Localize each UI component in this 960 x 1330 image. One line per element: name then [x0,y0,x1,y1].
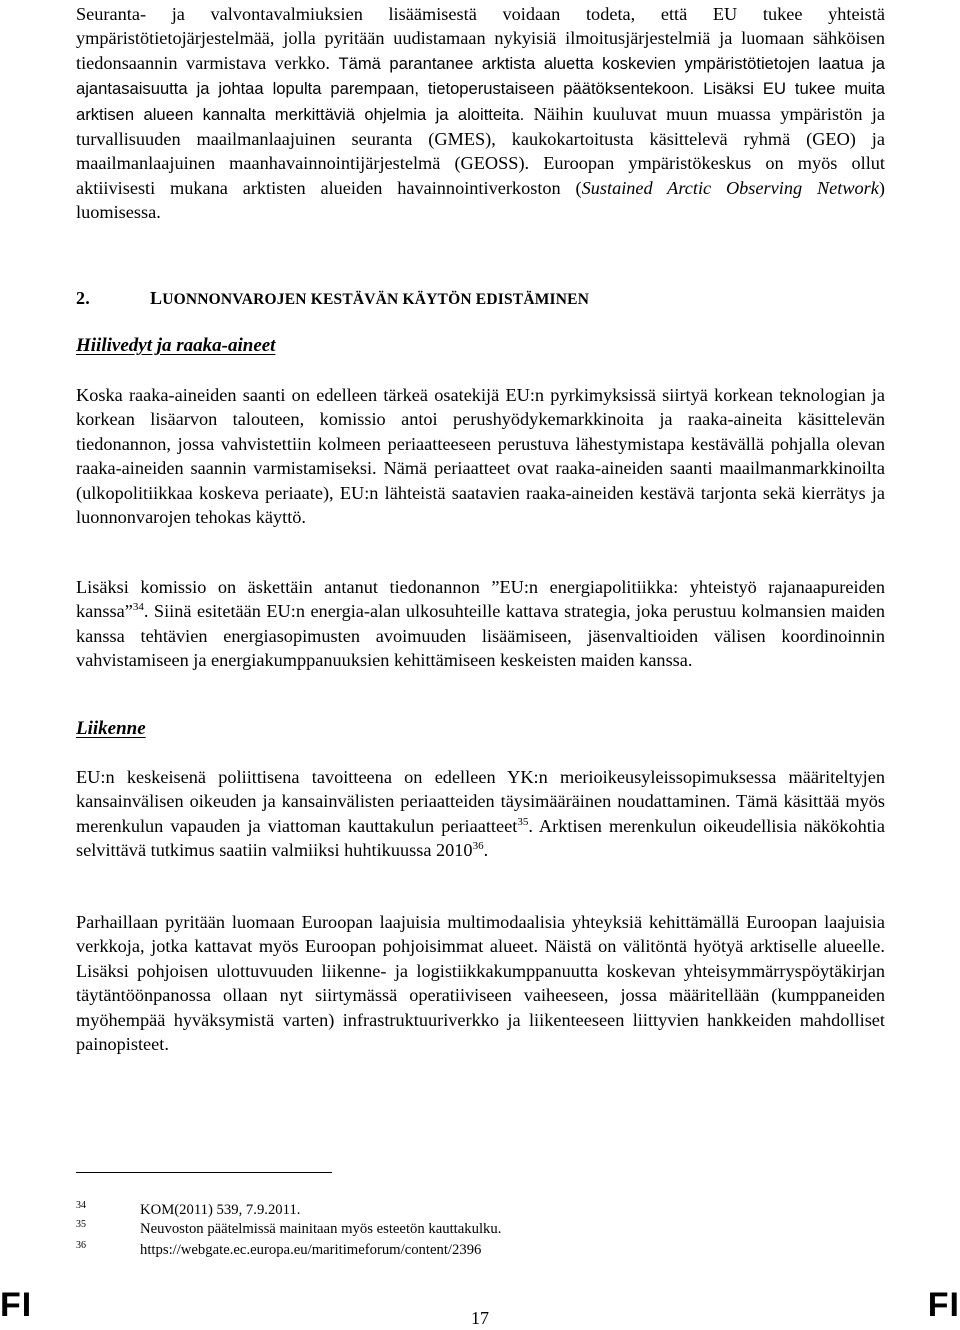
energy-block [76,575,885,673]
section-title-rest: UONNONVAROJEN KESTÄVÄN KÄYTÖN EDISTÄMINEN [162,291,590,308]
page-number: 17 [471,1308,489,1328]
paragraph-text: Tämä parantanee arktista aluetta koskevien ympäristötietojen laatua ja ajantasaisuutta ja johtaa lopulta parempaan, tietoperustaiseen päätöksentekoon. Lisäksi EU tukee muita arktisen alueen kannalta merkittäviä ohjelmia ja aloitteita. [76,53,886,124]
language-code-left: FI [0,1286,33,1324]
paragraph-text: . Arktisen merenkulun oikeudellisia näkökohtia selvittävä tutkimus saatiin valmiiksi huhtikuussa 2010 [76,815,885,861]
paragraph-energy [76,575,885,673]
paragraph-networks: Parhaillaan pyritään luomaan Euroopan laajuisia multimodaalisia yhteyksiä kehittämällä Euroopan laajuisia verkkoja, jotka kattavat myös Euroopan pohjoisimmat alueet. Näistä on välitöntä hyötyä arktiselle alueelle. Lisäksi pohjoisen ulottuvuuden liikenne- ja logistiikkakumppanuutta koskevan yhteisymmärryspöytäkirjan täytäntöönpanossa ollaan nyt siirtymässä operatiiviseen vaiheeseen, jossa määritellään (kumppaneiden myöhempää hyväksymistä varten) infrastruktuuriverkko ja liikenteeseen liittyvien hankkeiden mahdolliset painopisteet. [76,912,885,1055]
paragraph-raw-materials: Koska raaka-aineiden saanti on edelleen tärkeä osatekijä EU:n pyrkimyksissä siirtyä korkean teknologian ja korkean lisäarvon talouteen, komissio antoi perushyödykemarkkinoita ja raaka-aineita käsittelevän tiedonannon, jossa vahvistettiin kolmeen periaatteeseen perustuva lähestymistapa kestävällä pohjalla olevan raaka-aineiden saannin varmistamiseksi. Nämä periaatteet ovat raaka-aineiden saanti maailmanmarkkinoilta (ulkopolitiikkaa koskeva periaate), EU:n lähteistä saatavien raaka-aineiden kestävä tarjonta sekä kierrätys ja luonnonvarojen tehokas käyttö. [76,385,885,528]
paragraph-text: Lisäksi komissio on äskettäin antanut tiedonannon ”EU:n energiapolitiikka: yhteistyö rajanaapureiden kanssa” [76,577,885,622]
section-heading [76,288,589,309]
raw-materials-block [76,383,885,529]
footnote-mark: 35 [76,1219,86,1230]
section-number: 2. [76,288,90,308]
section-title-initial: L [150,288,163,308]
footnote-text: Neuvoston päätelmissä mainitaan myös esteetön kauttakulku. [140,1221,502,1237]
footnote-text: KOM(2011) 539, 7.9.2011. [140,1202,301,1218]
paragraph-text: EU:n keskeisenä poliittisena tavoitteena on edelleen YK:n merioikeusyleissopimuksessa määriteltyjen kansainvälisen oikeuden ja kansainvälisten periaatteiden täysimääräinen noudattaminen. Tämä käsittää myös merenkulun vapauden ja viattoman kauttakulun periaatteet [76,767,885,836]
paragraph-text: . [483,840,489,861]
footnote-ref[interactable]: 34 [132,601,144,614]
subheading-hydrocarbons: Hiilivedyt ja raaka-aineet [76,335,276,356]
footnote-mark: 36 [76,1240,86,1251]
footnote [76,1236,876,1260]
footnote-link[interactable]: https://webgate.ec.europa.eu/maritimeforum/content/2396 [140,1242,482,1258]
paragraph-text: Näihin kuuluvat muun muassa ympäristön ja turvallisuuden maailmanlaajuinen seuranta (GMES), kaukokartoitusta käsittelevä ryhmä (GEO) ja maailmanlaajuinen maanhavainnointijärjestelmä (GEOSS). Euroopan ympäristökeskus on myös ollut aktiivisesti mukana arktisten alueiden havainnointiverkoston ( [76,103,885,198]
transport-policy-block [76,765,885,863]
networks-block [76,910,885,1056]
subheading-transport: Liikenne [76,718,146,739]
intro-paragraph-block [76,2,885,225]
footnote-mark: 34 [76,1200,86,1211]
paragraph-text: Seuranta- ja valvontavalmiuksien lisäämisestä voidaan todeta, että EU tukee yhteistä ympäristötietojärjestelmää, jolla pyritään uudistamaan nykyisiä ilmoitusjärjestelmiä ja luomaan sähköisen tiedonsaannin varmistava verkko. [76,4,885,73]
footnote-divider [76,1172,332,1173]
paragraph-monitoring [76,2,885,225]
paragraph-transport-policy [76,765,885,863]
footnote-ref[interactable]: 36 [472,840,484,853]
paragraph-text: ) luomisessa. [76,177,885,223]
language-code-right: FI [927,1286,960,1324]
paragraph-text: . Siinä esitetään EU:n energia-alan ulkosuhteille kattava strategia, joka perustuu kolmansien maiden kanssa tehtävien energiasopimusten avoimuuden lisäämiseen, jäsenvaltioiden välisen koordinoinnin vahvistamiseen ja energiakumppanuuksien kehittämiseen keskeisten maiden kanssa. [76,601,885,671]
italic-network-name: Sustained Arctic Observing Network [581,177,879,198]
footnote-ref[interactable]: 35 [517,815,529,828]
